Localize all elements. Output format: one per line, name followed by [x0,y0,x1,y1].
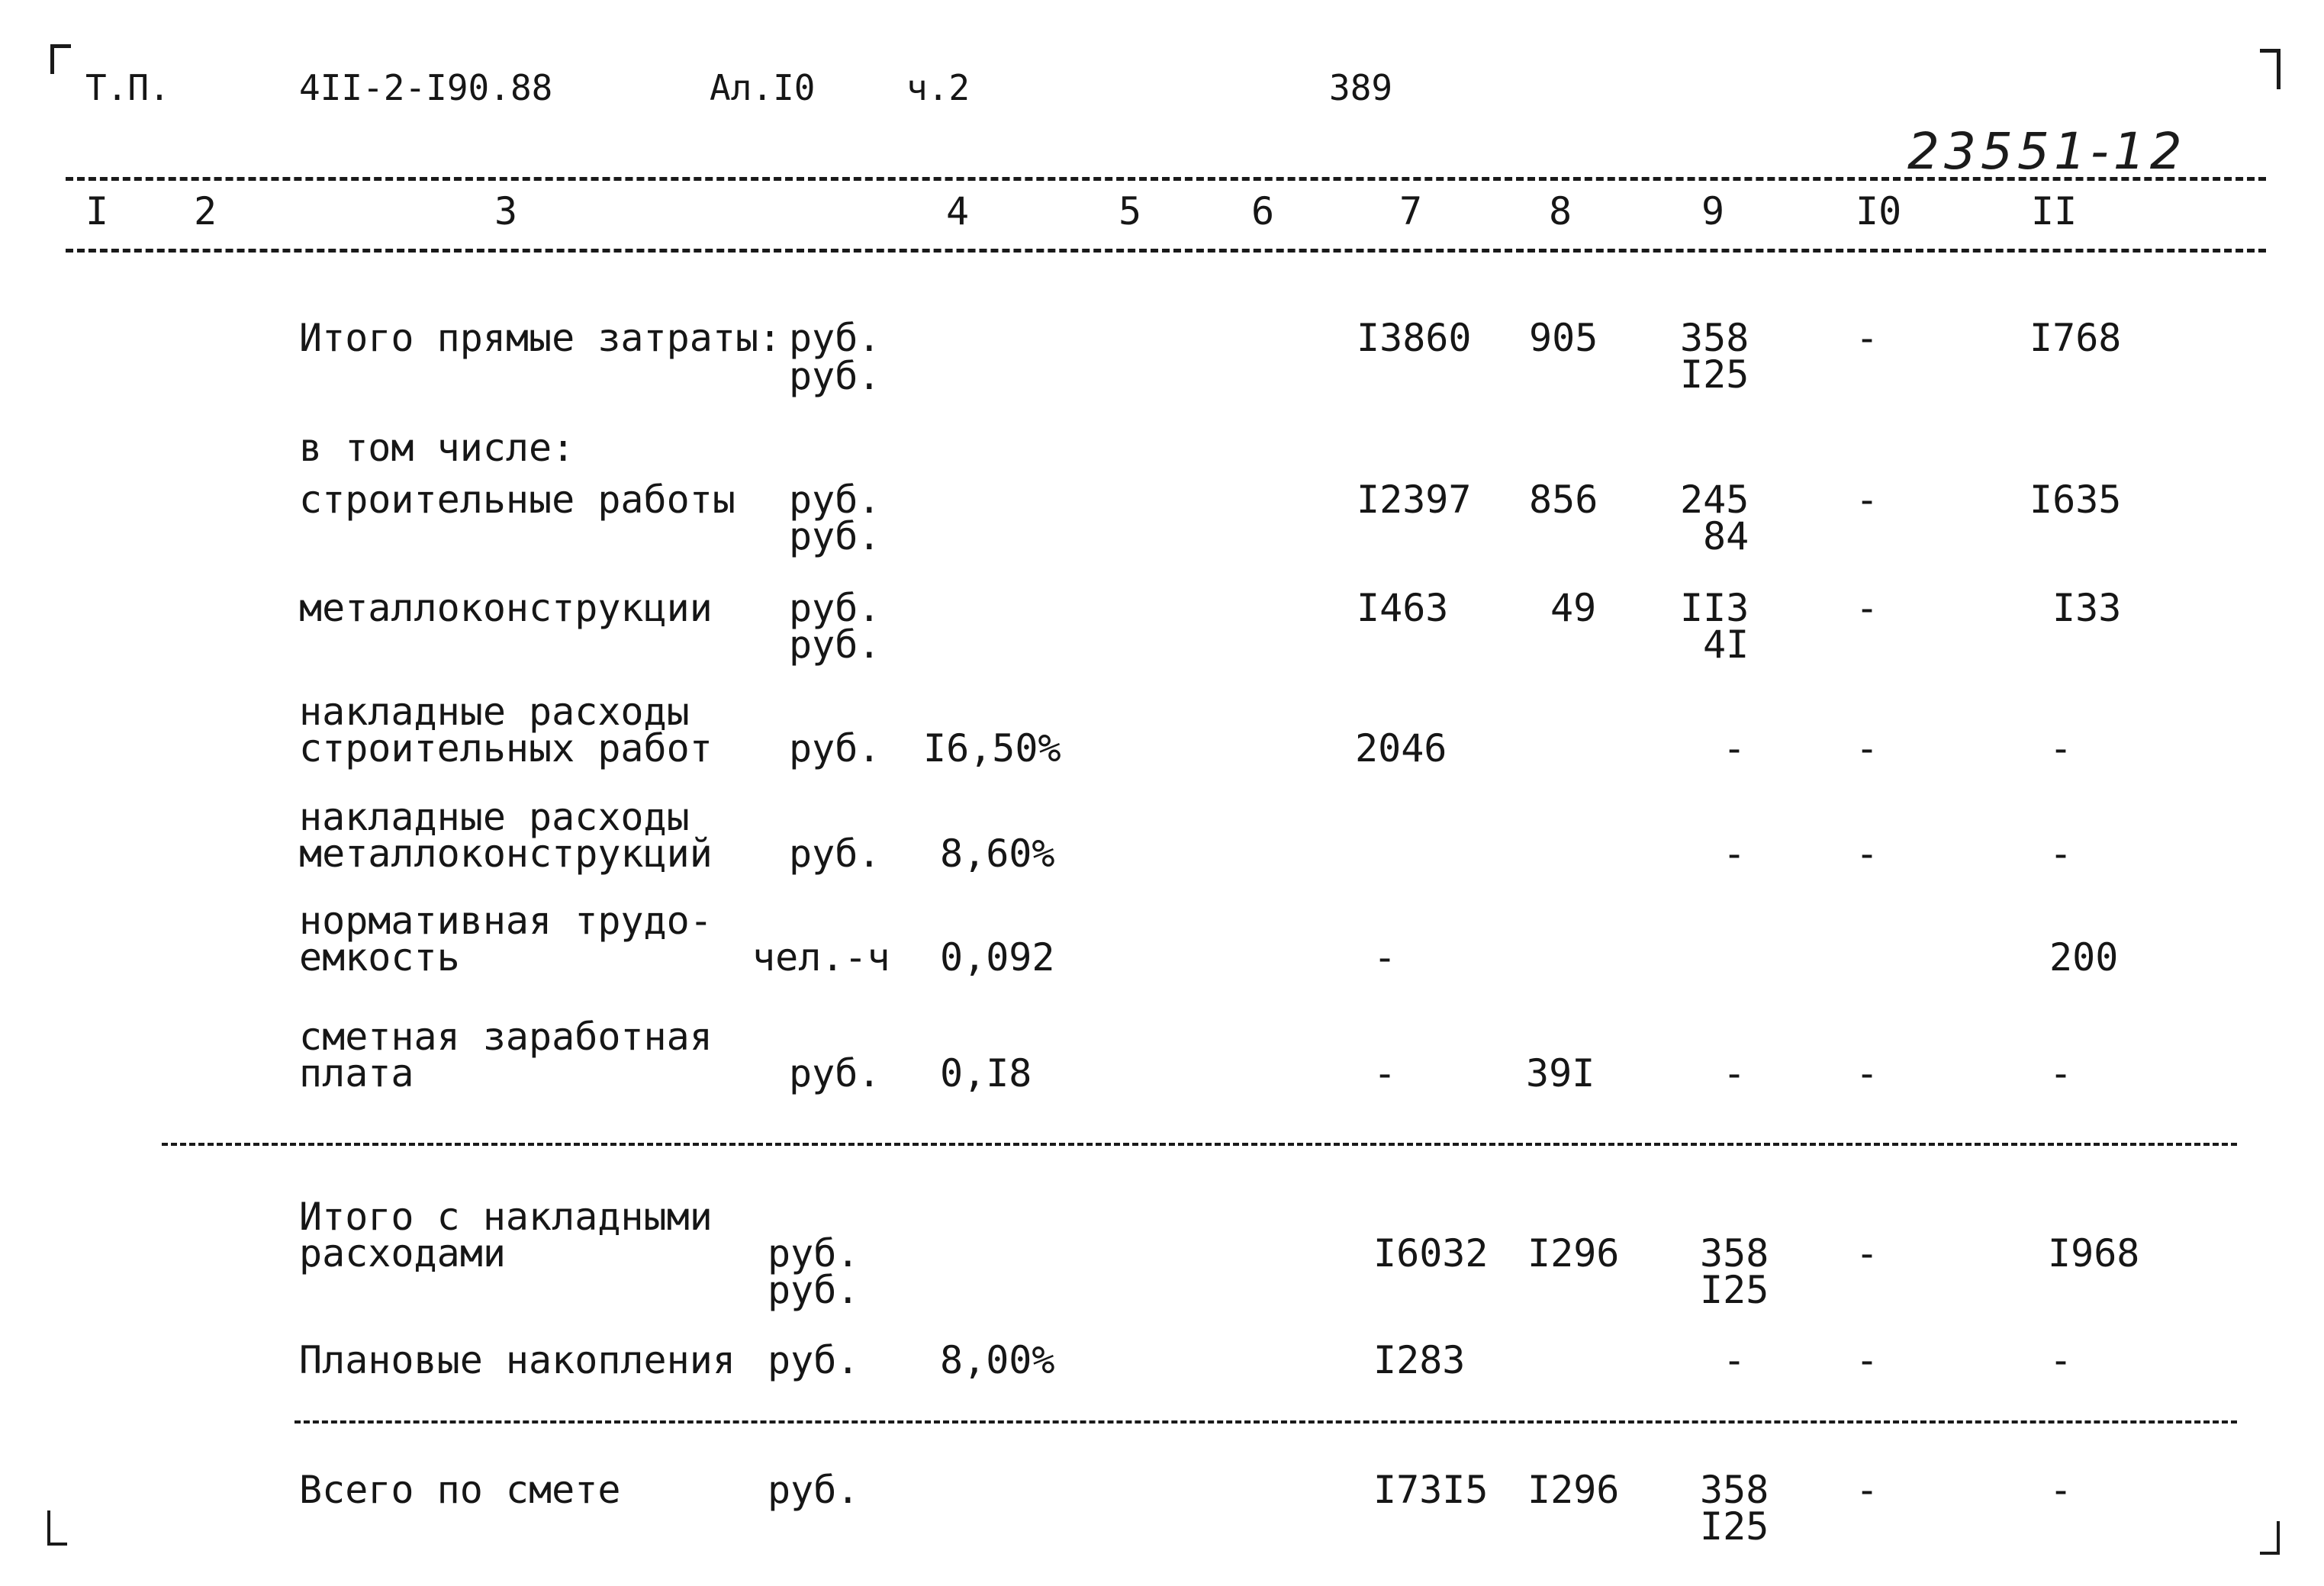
row-unit: руб. [768,1268,860,1312]
value-col9: II3 [1680,586,1749,630]
row-label: Плановые накопления [299,1338,736,1382]
value-col11: 200 [2049,935,2119,980]
row-unit: чел.-ч [752,935,890,980]
value-col10: - [1856,1231,1879,1276]
row-unit: руб. [789,832,881,876]
value-col9: 358 [1700,1231,1769,1276]
value-col7: I3860 [1357,316,1472,360]
header-page-number: 389 [1329,67,1393,108]
header-project-number: 4II-2-I90.88 [299,67,553,108]
column-number: I0 [1856,189,1902,233]
header-tp: Т.П. [85,67,170,108]
corner-mark-top-right [2260,49,2281,89]
value-col8: I296 [1527,1231,1620,1276]
value-col9: I25 [1680,352,1749,397]
column-number: 3 [494,189,518,233]
column-number: 5 [1119,189,1142,233]
value-col10: - [1856,586,1879,630]
value-col10: - [1856,1051,1879,1095]
corner-mark-bottom-right [2260,1521,2280,1555]
value-col7: I73I5 [1373,1468,1489,1512]
value-col8: 905 [1529,316,1598,360]
column-number: 6 [1251,189,1275,233]
column-number: 9 [1701,189,1725,233]
column-number: 2 [194,189,217,233]
row-unit: руб. [789,514,881,558]
value-col10: - [1856,1338,1879,1382]
row-label: строительных работ [299,726,713,770]
row-unit: руб. [789,478,881,522]
subheading-including: в том числе: [299,426,575,470]
row-unit: руб. [768,1338,860,1382]
handwritten-stamp-number: 23551-12 [1907,122,2187,181]
value-col8: 39I [1526,1051,1595,1095]
value-col11: I968 [2048,1231,2140,1276]
value-col9: 245 [1680,478,1749,522]
value-col4: I6,50% [923,726,1061,770]
value-col10: - [1856,832,1879,876]
value-col11: - [2049,832,2073,876]
row-unit: руб. [789,354,881,398]
value-col11: I33 [2052,586,2122,630]
value-col11: - [2049,1468,2073,1512]
header-album: Ал.I0 [710,67,816,108]
value-col7: 2046 [1355,726,1447,770]
rule-total [295,1420,2237,1424]
value-col9: 358 [1680,316,1749,360]
rule-top [66,177,2266,181]
value-col11: - [2049,1338,2073,1382]
value-col4: 0,I8 [940,1051,1032,1095]
corner-mark-bottom-left [47,1510,67,1546]
rule-subtotal [162,1143,2237,1146]
row-label: металлоконструкции [299,586,713,630]
value-col8: I296 [1527,1468,1620,1512]
column-number: 4 [946,189,970,233]
value-col7: I283 [1373,1338,1466,1382]
value-col10: - [1856,726,1879,770]
value-col4: 0,092 [940,935,1055,980]
column-number: 7 [1399,189,1423,233]
value-col11: - [2049,1051,2073,1095]
value-col4: 8,60% [940,832,1055,876]
row-label: нормативная трудо- [299,899,713,943]
value-col10: - [1856,478,1879,522]
value-col10: - [1856,1468,1879,1512]
corner-mark-top-left [50,44,71,74]
value-col9: 84 [1703,514,1749,558]
row-label: расходами [299,1231,506,1276]
value-col11: I768 [2029,316,2122,360]
rule-under-header [66,249,2266,253]
value-col9: - [1723,1051,1746,1095]
value-col9: 4I [1703,622,1749,667]
value-col9: I25 [1700,1504,1769,1549]
column-number: 8 [1549,189,1572,233]
value-col9: - [1723,832,1746,876]
row-label: плата [299,1051,414,1095]
value-col7: - [1373,935,1397,980]
value-col7: I463 [1357,586,1449,630]
row-label: сметная заработная [299,1015,713,1059]
value-col9: 358 [1700,1468,1769,1512]
row-label: Итого с накладными [299,1195,713,1239]
row-unit: руб. [789,586,881,630]
value-col9: - [1723,726,1746,770]
row-unit: руб. [789,622,881,667]
row-label: строительные работы [299,478,736,522]
header-part: ч.2 [906,67,970,108]
row-label: емкость [299,935,460,980]
column-number: I [85,189,109,233]
value-col9: I25 [1700,1268,1769,1312]
row-unit: руб. [789,726,881,770]
value-col7: - [1373,1051,1397,1095]
value-col7: I6032 [1373,1231,1489,1276]
row-label: Итого прямые затраты: [299,316,782,360]
value-col11: I635 [2029,478,2122,522]
row-unit: руб. [789,316,881,360]
value-col11: - [2049,726,2073,770]
column-number: II [2031,189,2078,233]
value-col8: 856 [1529,478,1598,522]
row-label: металлоконструкций [299,832,713,876]
value-col8: 49 [1550,586,1597,630]
row-label: Всего по смете [299,1468,621,1512]
row-unit: руб. [768,1468,860,1512]
value-col7: I2397 [1357,478,1472,522]
row-label: накладные расходы [299,690,690,734]
row-unit: руб. [768,1231,860,1276]
value-col10: - [1856,316,1879,360]
value-col9: - [1723,1338,1746,1382]
row-unit: руб. [789,1051,881,1095]
row-label: накладные расходы [299,795,690,839]
value-col4: 8,00% [940,1338,1055,1382]
